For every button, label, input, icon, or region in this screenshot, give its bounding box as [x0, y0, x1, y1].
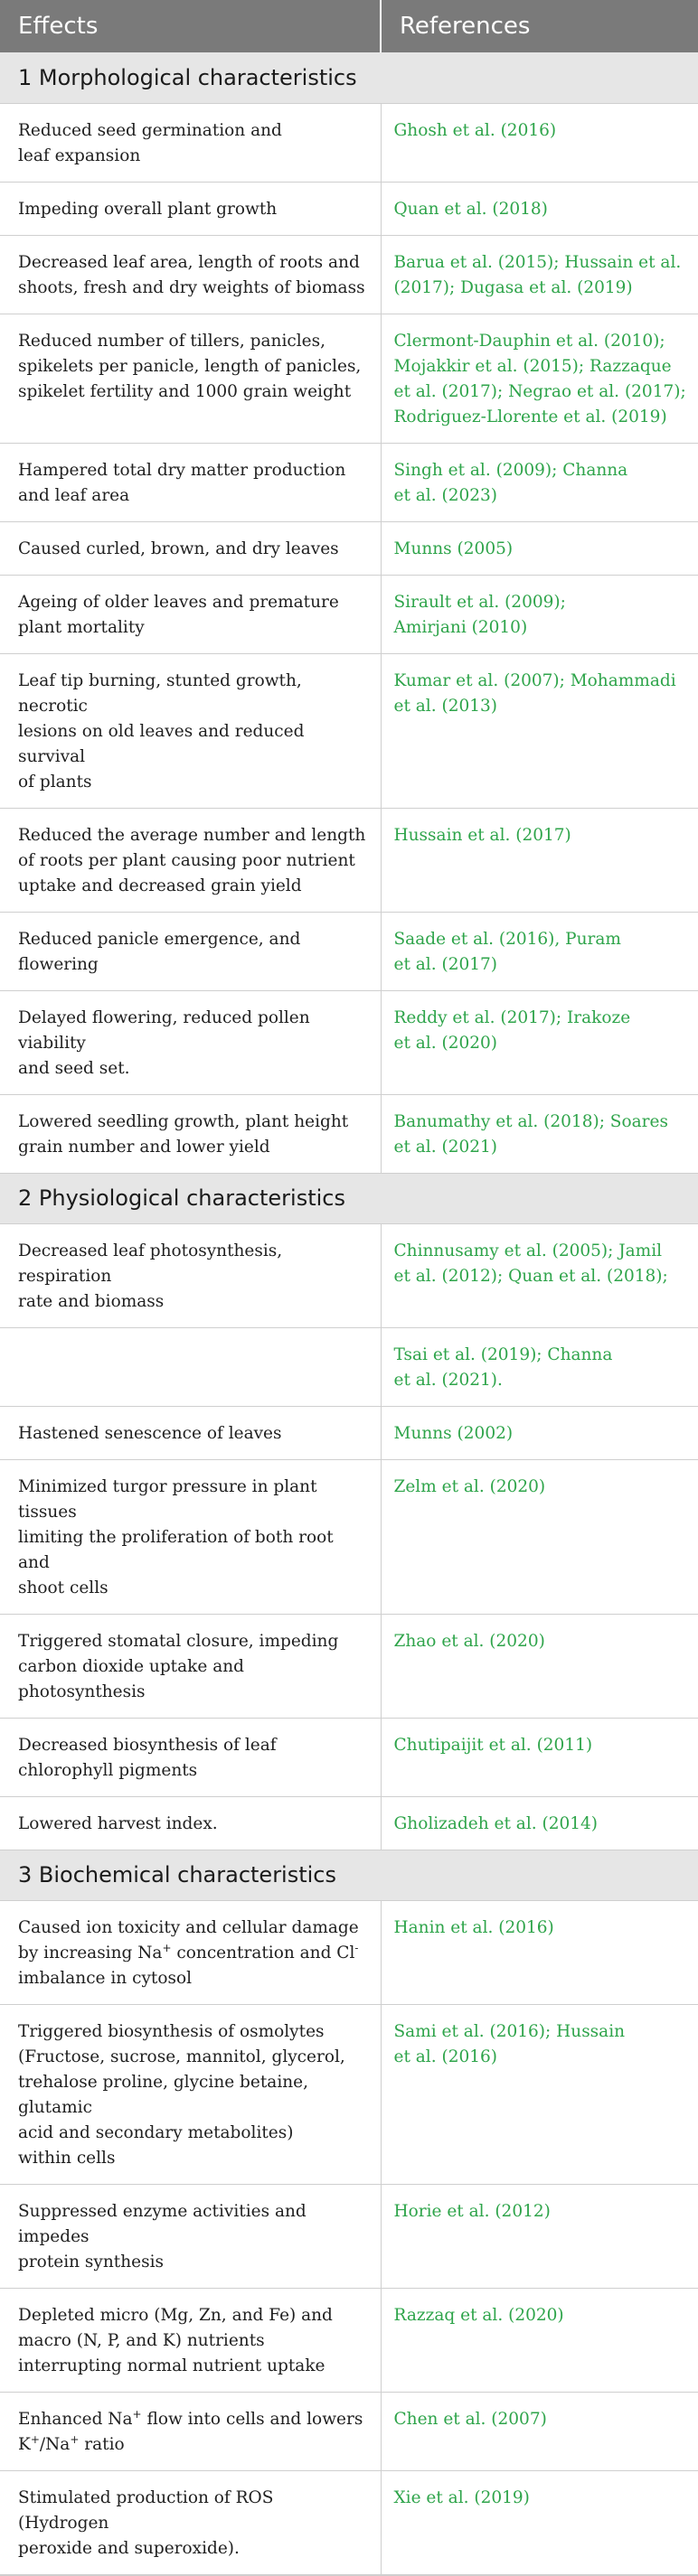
effect-text-line: Decreased leaf area, length of roots and — [18, 252, 360, 272]
effect-text-line: trehalose proline, glycine betaine, glutamic — [18, 2072, 308, 2117]
reference-cell — [381, 575, 698, 653]
table-row — [0, 182, 698, 235]
reference-link[interactable]: Clermont-Dauphin et al. (2010); — [393, 331, 665, 351]
effect-text-line: chlorophyll pigments — [18, 1760, 198, 1780]
reference-link[interactable]: (2017); Dugasa et al. (2019) — [393, 277, 633, 297]
effect-text-line: Ageing of older leaves and premature — [18, 592, 339, 612]
reference-link[interactable]: Gholizadeh et al. (2014) — [393, 1813, 599, 1833]
reference-link[interactable]: et al. (2017) — [393, 954, 497, 974]
reference-link[interactable]: Hussain et al. (2017) — [393, 825, 571, 845]
table-row — [0, 575, 698, 653]
table-row — [0, 1094, 698, 1173]
reference-link[interactable]: Barua et al. (2015); Hussain et al. — [393, 252, 682, 272]
reference-link[interactable]: et al. (2016) — [393, 2047, 497, 2066]
reference-cell — [381, 1094, 698, 1173]
effect-cell — [0, 653, 381, 808]
effect-text-line: Reduced panicle emergence, and flowering — [18, 929, 301, 974]
section-title: 1 Morphological characteristics — [0, 52, 698, 103]
effect-text-line: lesions on old leaves and reduced survival — [18, 721, 305, 766]
superscript: + — [70, 2432, 80, 2446]
effect-text-line: protein synthesis — [18, 2252, 164, 2272]
reference-link[interactable]: Munns (2002) — [393, 1423, 514, 1443]
reference-link[interactable]: Chen et al. (2007) — [393, 2409, 547, 2429]
reference-cell — [381, 1459, 698, 1614]
table-row — [0, 1718, 698, 1796]
reference-link[interactable]: Xie et al. (2019) — [393, 2487, 530, 2507]
effect-text-line: Delayed flowering, reduced pollen viability — [18, 1007, 310, 1053]
effect-cell — [0, 1796, 381, 1850]
reference-link[interactable]: Horie et al. (2012) — [393, 2201, 551, 2221]
effect-text-line: Caused ion toxicity and cellular damage — [18, 1917, 359, 1937]
effect-text-line: Lowered harvest index. — [18, 1813, 218, 1833]
table-row — [0, 314, 698, 443]
reference-link[interactable]: et al. (2023) — [393, 485, 497, 505]
table-row — [0, 2184, 698, 2288]
reference-cell — [381, 1796, 698, 1850]
reference-cell — [381, 2004, 698, 2184]
reference-cell — [381, 1718, 698, 1796]
effect-text-line: within cells — [18, 2148, 116, 2168]
table-row — [0, 990, 698, 1094]
reference-cell — [381, 103, 698, 182]
reference-link[interactable]: et al. (2017); Negrao et al. (2017); — [393, 381, 686, 401]
reference-cell — [381, 1223, 698, 1327]
reference-cell — [381, 808, 698, 912]
reference-link[interactable]: Razzaq et al. (2020) — [393, 2305, 564, 2325]
effect-text-line: Reduced the average number and length — [18, 825, 366, 845]
section-header-row — [0, 1173, 698, 1223]
effect-text-line: and leaf area — [18, 485, 130, 505]
table-row — [0, 653, 698, 808]
effects-column-header: Effects — [0, 0, 381, 52]
table-row — [0, 1223, 698, 1327]
effect-text-line: Depleted micro (Mg, Zn, and Fe) and — [18, 2305, 333, 2325]
reference-cell — [381, 653, 698, 808]
section-title: 3 Biochemical characteristics — [0, 1850, 698, 1900]
effect-text-line: macro (N, P, and K) nutrients — [18, 2330, 265, 2350]
reference-link[interactable]: et al. (2013) — [393, 696, 497, 716]
reference-cell — [381, 990, 698, 1094]
effect-text-line: plant mortality — [18, 617, 145, 637]
table-header-row — [0, 0, 698, 52]
effect-text-line: Stimulated production of ROS (Hydrogen — [18, 2487, 274, 2533]
reference-link[interactable]: Sami et al. (2016); Hussain — [393, 2021, 626, 2041]
section-header-row — [0, 52, 698, 103]
effect-text-line: Suppressed enzyme activities and impedes — [18, 2201, 307, 2246]
effect-text-line: (Fructose, sucrose, mannitol, glycerol, — [18, 2047, 345, 2066]
reference-link[interactable]: et al. (2012); Quan et al. (2018); — [393, 1266, 668, 1286]
effect-text-line: Reduced number of tillers, panicles, — [18, 331, 325, 351]
effect-text-line: limiting the proliferation of both root and — [18, 1527, 334, 1572]
effect-text-line: acid and secondary metabolites) — [18, 2122, 294, 2142]
effect-cell — [0, 521, 381, 575]
effect-cell — [0, 103, 381, 182]
reference-cell — [381, 521, 698, 575]
effect-cell — [0, 1718, 381, 1796]
section-header-row — [0, 1850, 698, 1900]
reference-link[interactable]: Hanin et al. (2016) — [393, 1917, 554, 1937]
effect-cell — [0, 235, 381, 314]
table-row — [0, 443, 698, 521]
effect-cell — [0, 912, 381, 990]
effect-text-line: Triggered biosynthesis of osmolytes — [18, 2021, 325, 2041]
effect-cell — [0, 2184, 381, 2288]
effect-text-line: imbalance in cytosol — [18, 1968, 193, 1988]
table-row — [0, 1614, 698, 1718]
reference-cell — [381, 235, 698, 314]
effect-text-line: Hampered total dry matter production — [18, 460, 346, 480]
effect-text-line: Caused curled, brown, and dry leaves — [18, 539, 339, 558]
table-row — [0, 235, 698, 314]
effect-text-line: Lowered seedling growth, plant height — [18, 1111, 349, 1131]
reference-link[interactable]: Singh et al. (2009); Channa — [393, 460, 628, 480]
effect-text-line: Enhanced Na+ flow into cells and lowers — [18, 2407, 363, 2429]
effect-text-line: Triggered stomatal closure, impeding — [18, 1631, 339, 1651]
effect-cell — [0, 1094, 381, 1173]
effect-text-line: spikelets per panicle, length of panicles, — [18, 356, 362, 376]
reference-link[interactable]: Ghosh et al. (2016) — [393, 120, 557, 140]
references-column-header: References — [381, 0, 698, 52]
reference-link[interactable]: et al. (2020) — [393, 1033, 497, 1053]
superscript: + — [132, 2407, 142, 2421]
reference-link[interactable]: Quan et al. (2018) — [393, 199, 548, 219]
table-row — [0, 2288, 698, 2392]
effect-text-line: K+/Na+ ratio — [18, 2432, 125, 2454]
reference-cell — [381, 912, 698, 990]
effect-text-line: Leaf tip burning, stunted growth, necrotic — [18, 670, 302, 716]
reference-cell — [381, 1900, 698, 2004]
superscript: + — [162, 1941, 172, 1954]
reference-link[interactable]: Zhao et al. (2020) — [393, 1631, 545, 1651]
reference-link[interactable]: Rodriguez-Llorente et al. (2019) — [393, 407, 667, 426]
table-row — [0, 1900, 698, 2004]
reference-link[interactable]: Zelm et al. (2020) — [393, 1476, 546, 1496]
effect-cell — [0, 808, 381, 912]
reference-link[interactable]: Amirjani (2010) — [393, 617, 528, 637]
effect-text-line: peroxide and superoxide). — [18, 2538, 240, 2558]
superscript: + — [30, 2432, 40, 2446]
effect-text-line: Decreased biosynthesis of leaf — [18, 1735, 277, 1755]
effect-cell — [0, 1406, 381, 1459]
effect-cell — [0, 1327, 381, 1406]
table-body — [0, 52, 698, 2574]
effect-cell — [0, 1459, 381, 1614]
table-row — [0, 521, 698, 575]
reference-cell — [381, 2288, 698, 2392]
reference-link[interactable]: Banumathy et al. (2018); Soares — [393, 1111, 668, 1131]
reference-link[interactable]: Chutipaijit et al. (2011) — [393, 1735, 593, 1755]
reference-cell — [381, 1327, 698, 1406]
effect-cell — [0, 1900, 381, 2004]
reference-cell — [381, 2184, 698, 2288]
superscript: - — [354, 1941, 359, 1954]
table-row — [0, 2470, 698, 2574]
reference-cell — [381, 1614, 698, 1718]
effect-cell — [0, 575, 381, 653]
reference-link[interactable]: Tsai et al. (2019); Channa — [393, 1344, 613, 1364]
effect-cell — [0, 2288, 381, 2392]
effect-text-line: grain number and lower yield — [18, 1137, 270, 1157]
table-row — [0, 1459, 698, 1614]
effect-text-line: by increasing Na+ concentration and Cl- — [18, 1941, 359, 1962]
effect-cell — [0, 2392, 381, 2470]
effect-text-line: rate and biomass — [18, 1291, 165, 1311]
reference-cell — [381, 182, 698, 235]
effect-text-line: of roots per plant causing poor nutrient — [18, 850, 355, 870]
table-row — [0, 808, 698, 912]
effect-text-line: Hastened senescence of leaves — [18, 1423, 282, 1443]
effect-text-line: Reduced seed germination and — [18, 120, 282, 140]
effect-text-line: spikelet fertility and 1000 grain weight — [18, 381, 352, 401]
table-row — [0, 1327, 698, 1406]
effect-cell — [0, 2470, 381, 2574]
reference-link[interactable]: Reddy et al. (2017); Irakoze — [393, 1007, 631, 1027]
effect-cell — [0, 2004, 381, 2184]
table-row — [0, 2392, 698, 2470]
table-row — [0, 1796, 698, 1850]
effect-text-line: Minimized turgor pressure in plant tissues — [18, 1476, 317, 1522]
effect-text-line: shoots, fresh and dry weights of biomass — [18, 277, 365, 297]
effect-text-line: leaf expansion — [18, 145, 141, 165]
table-row — [0, 1406, 698, 1459]
effect-cell — [0, 990, 381, 1094]
reference-link[interactable]: Saade et al. (2016), Puram — [393, 929, 621, 949]
effect-text-line: of plants — [18, 772, 92, 792]
effect-text-line: and seed set. — [18, 1058, 130, 1078]
reference-cell — [381, 314, 698, 443]
table-row — [0, 912, 698, 990]
reference-link[interactable]: et al. (2021) — [393, 1137, 497, 1157]
reference-cell — [381, 2392, 698, 2470]
reference-link[interactable]: Munns (2005) — [393, 539, 514, 558]
effect-cell — [0, 1223, 381, 1327]
reference-cell — [381, 2470, 698, 2574]
effect-text-line: uptake and decreased grain yield — [18, 876, 302, 895]
reference-link[interactable]: Chinnusamy et al. (2005); Jamil — [393, 1241, 663, 1260]
effect-cell — [0, 182, 381, 235]
section-title: 2 Physiological characteristics — [0, 1173, 698, 1223]
table-row — [0, 103, 698, 182]
reference-link[interactable]: Sirault et al. (2009); — [393, 592, 566, 612]
effect-cell — [0, 314, 381, 443]
table-row — [0, 2004, 698, 2184]
reference-link[interactable]: Mojakkir et al. (2015); Razzaque — [393, 356, 672, 376]
reference-link[interactable]: et al. (2021). — [393, 1370, 503, 1390]
effect-text-line: shoot cells — [18, 1578, 108, 1597]
effect-cell — [0, 443, 381, 521]
effect-text-line: carbon dioxide uptake and photosynthesis — [18, 1656, 244, 1701]
effect-cell — [0, 1614, 381, 1718]
effect-text-line: Impeding overall plant growth — [18, 199, 278, 219]
effect-text-line: Decreased leaf photosynthesis, respiration — [18, 1241, 283, 1286]
reference-cell — [381, 1406, 698, 1459]
reference-cell — [381, 443, 698, 521]
reference-link[interactable]: Kumar et al. (2007); Mohammadi — [393, 670, 676, 690]
effect-text-line: interrupting normal nutrient uptake — [18, 2356, 325, 2375]
